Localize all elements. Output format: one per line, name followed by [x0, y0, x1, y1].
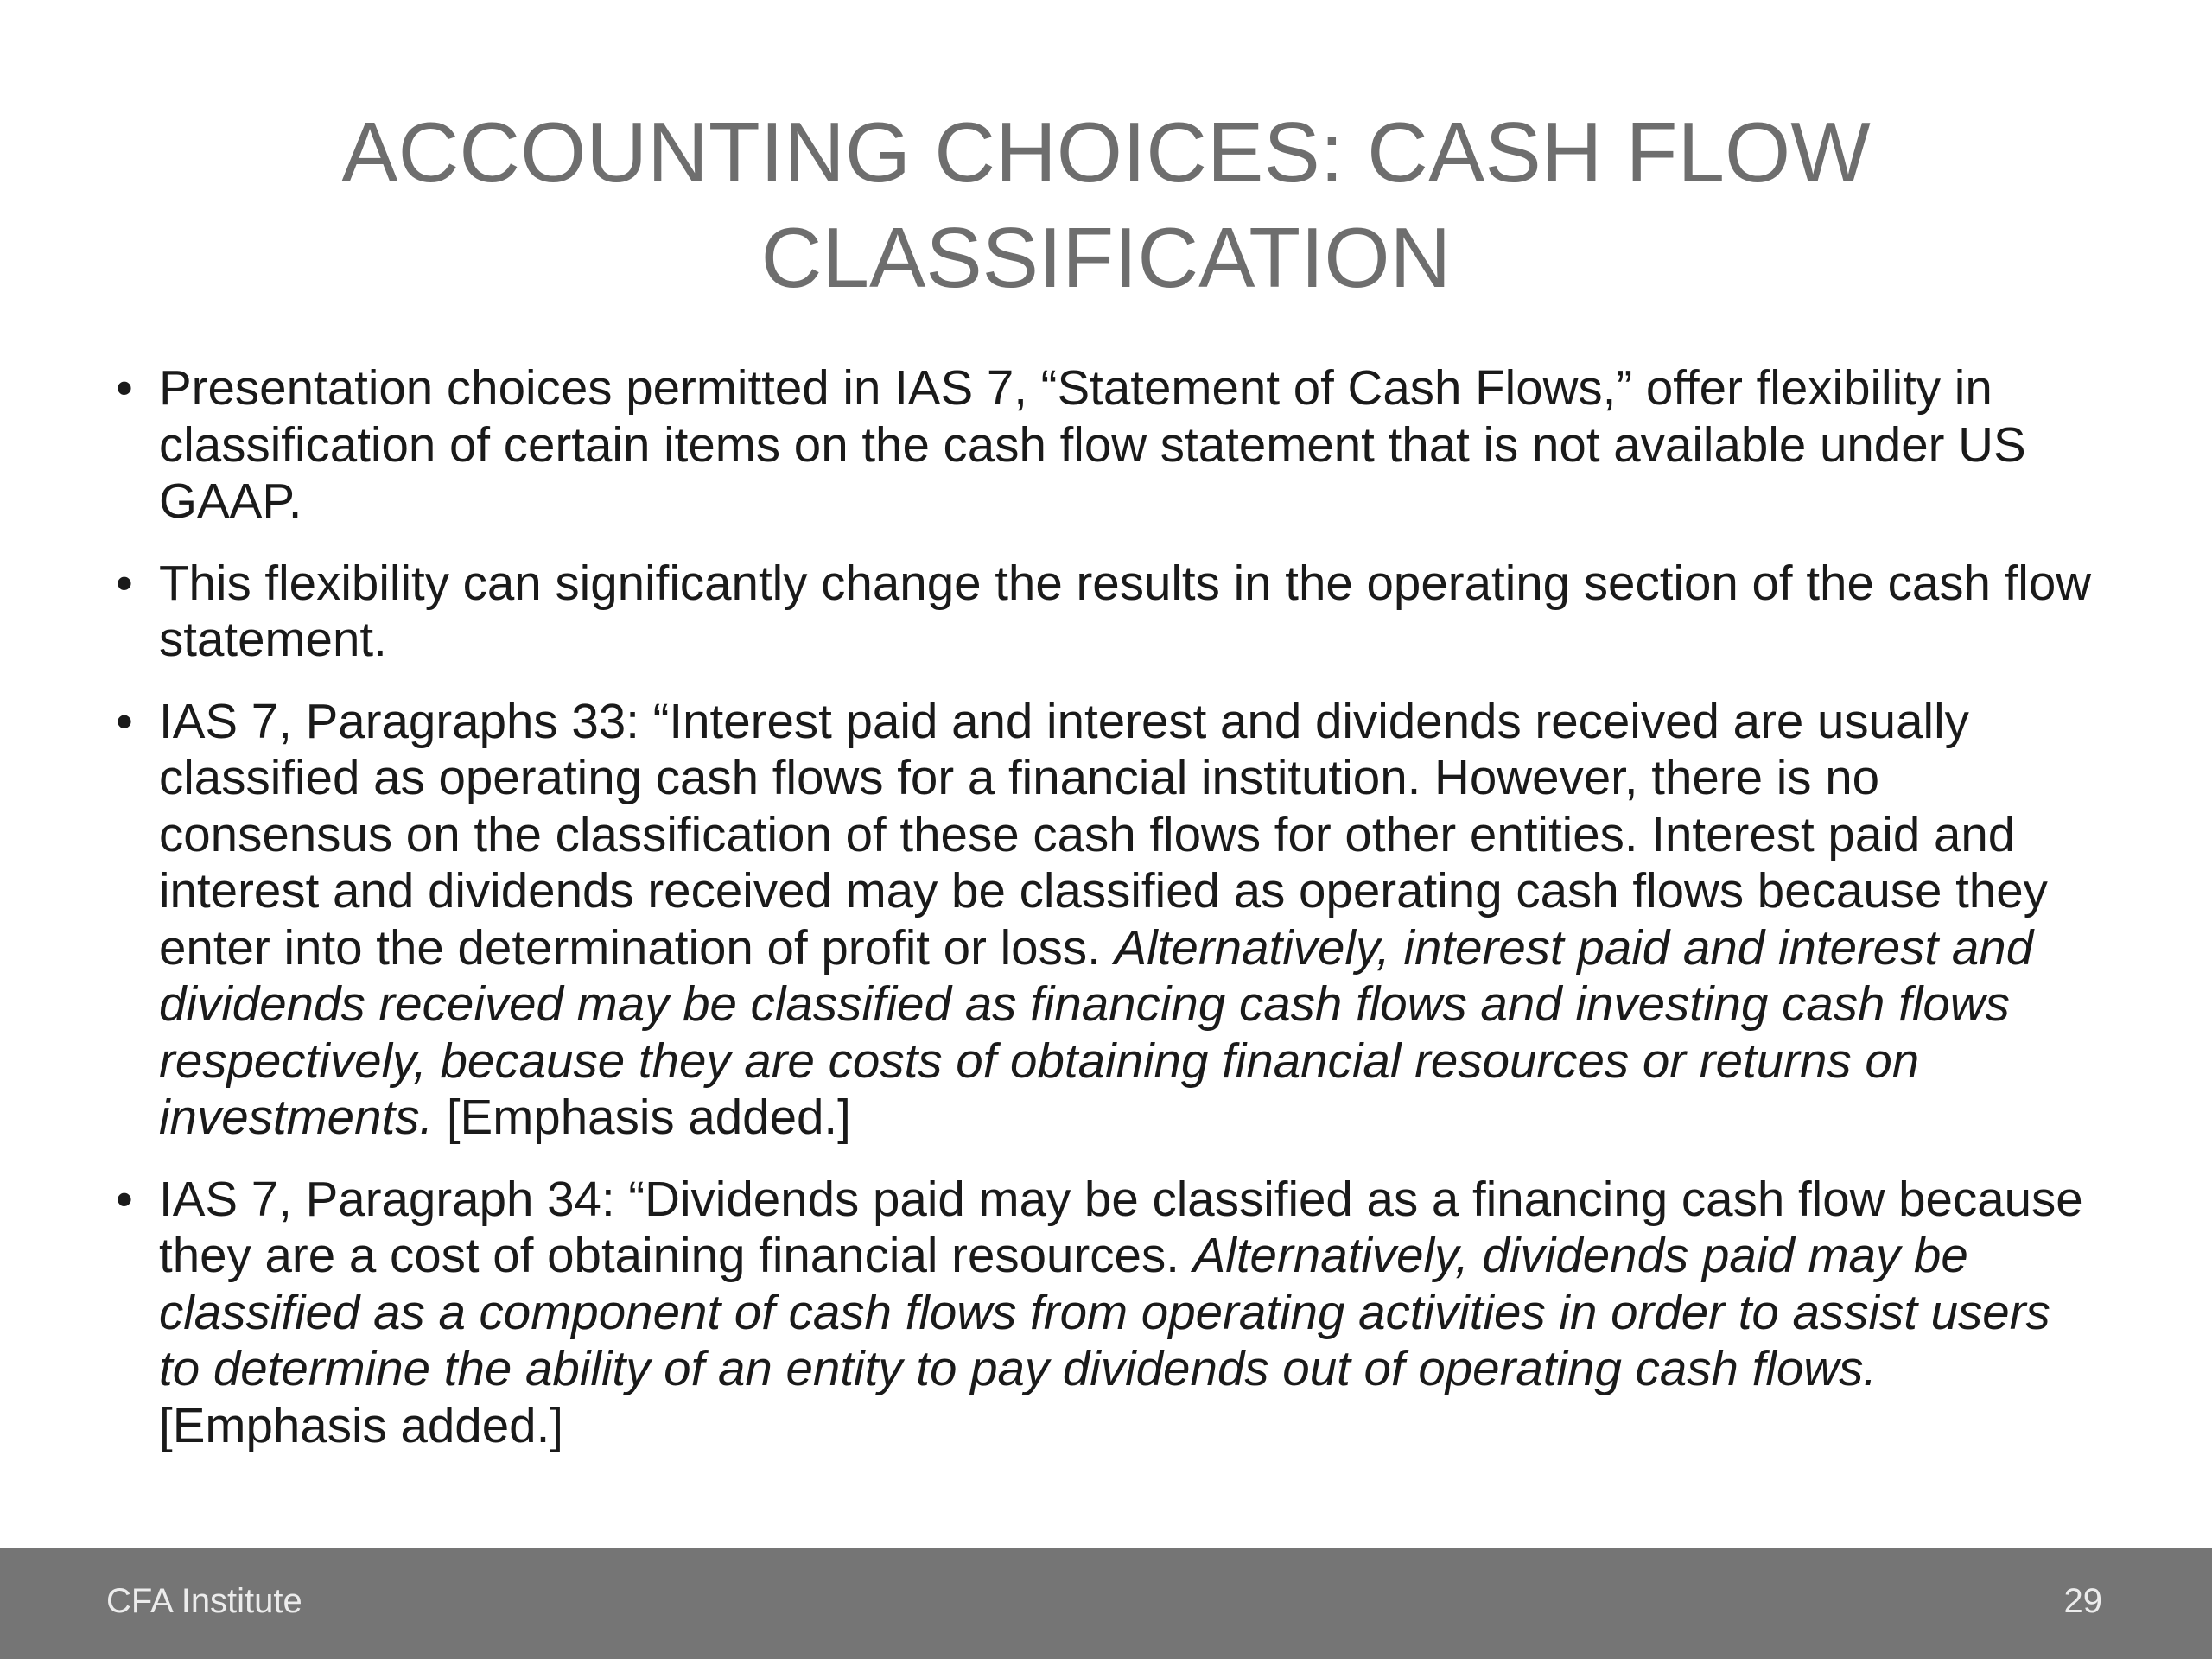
slide-title-line-1: ACCOUNTING CHOICES: CASH FLOW [341, 105, 1871, 200]
page-number: 29 [2063, 1582, 2102, 1620]
bullet-item [112, 359, 2100, 530]
bullet-suffix: [Emphasis added.] [159, 1397, 563, 1452]
bullet-text: IAS 7, Paragraphs 33: “Interest paid and interest and dividends received are usually classified as operating cash flows for a financial institution. However, there is no consensus on the classification of these cash flows for other entities. Interest paid and interest and dividends received may be classified as operating cash flows because they enter into the determination of profit or loss. [159, 693, 2048, 975]
bullet-suffix: [Emphasis added.] [433, 1090, 851, 1144]
bullet-marker: • [116, 1171, 133, 1226]
bullet-list [112, 359, 2100, 1478]
slide-title-line-2: CLASSIFICATION [760, 210, 1452, 305]
bullet-marker: • [116, 555, 133, 610]
footer-organization: CFA Institute [106, 1582, 302, 1620]
bullet-item [112, 555, 2100, 668]
bullet-marker: • [116, 360, 133, 415]
bullet-text: IAS 7, Paragraph 34: “Dividends paid may be classified as a financing cash flow because they are a cost of obtaining financial resources. [159, 1171, 2083, 1282]
bullet-item [112, 1171, 2100, 1454]
bullet-item [112, 693, 2100, 1146]
slide-title [173, 99, 2039, 310]
bullet-marker: • [116, 693, 133, 748]
bullet-text: Presentation choices permitted in IAS 7, “Statement of Cash Flows,” offer flexibility in classification of certain items on the cash flow statement that is not available under US GAAP. [159, 360, 2026, 528]
bullet-emphasis: Alternatively, interest paid and interest and dividends received may be classified as financing cash flows and investing cash flows respectively, because they are costs of obtaining financial resources or returns on investments. [159, 919, 2034, 1144]
bullet-text: This flexibility can significantly change the results in the operating section of the cash flow statement. [159, 555, 2092, 666]
footer-bar [0, 1548, 2212, 1659]
bullet-emphasis: Alternatively, dividends paid may be classified as a component of cash flows from operating activities in order to assist users to determine the ability of an entity to pay dividends out of operating cash flows. [159, 1228, 2050, 1395]
